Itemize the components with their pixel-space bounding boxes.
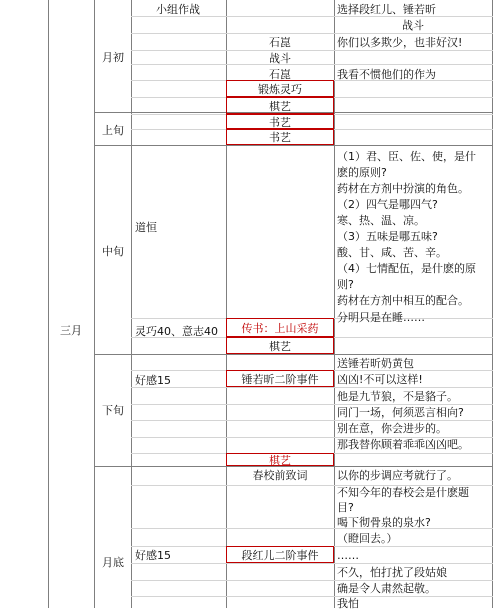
period-label: 上旬 xyxy=(102,124,124,137)
cell-text: 战斗 xyxy=(269,52,291,65)
cell-text: 目? xyxy=(337,501,354,514)
cell-text: （4）七情配伍，是什麽的原 xyxy=(337,262,476,275)
cell-text: 不知今年的春校会是什麽题 xyxy=(337,486,469,499)
cell-text: 分明只是在睡…… xyxy=(337,311,425,324)
cell-text: （瞪回去。） xyxy=(337,532,398,545)
grid-line xyxy=(492,0,493,608)
cell-text: 选择段红儿、锤若昕 xyxy=(337,3,436,16)
cell-text: 好感15 xyxy=(135,374,171,387)
period-label: 下旬 xyxy=(102,404,124,417)
grid-line xyxy=(94,0,95,608)
grid-line xyxy=(48,0,49,608)
cell-text: 他是九节狼，不是貉子。 xyxy=(337,390,458,403)
cell-text: 那我替你顾着乖乖凶凶吧。 xyxy=(337,438,469,451)
cell-text: 好感15 xyxy=(135,549,171,562)
cell-text: 麽的原则? xyxy=(337,166,387,179)
cell-text: 不久，怕打扰了段姑娘 xyxy=(337,566,447,579)
cell-text: 送锤若昕奶黄包 xyxy=(337,357,414,370)
cell-text: （2）四气是哪四气? xyxy=(337,198,438,211)
cell-text: 同门一场，何须恶言相向? xyxy=(337,406,464,419)
cell-text: 棋艺 xyxy=(269,340,291,353)
period-label: 中旬 xyxy=(102,245,124,258)
cell-text: 别在意，你会进步的。 xyxy=(337,422,447,435)
cell-text: 棋艺 xyxy=(269,100,291,113)
cell-text: 药材在方剂中扮演的角色。 xyxy=(337,182,469,195)
cell-text: 以你的步调应考就行了。 xyxy=(337,469,458,482)
grid-line xyxy=(131,0,132,608)
cell-text: 石崑 xyxy=(269,68,291,81)
cell-text: 书艺 xyxy=(269,116,291,129)
cell-text: 棋艺 xyxy=(269,454,291,467)
month-label: 三月 xyxy=(60,324,82,337)
cell-text: 灵巧40、意志40 xyxy=(135,325,218,338)
period-label: 月底 xyxy=(102,556,124,569)
cell-text: 锻炼灵巧 xyxy=(258,83,302,96)
cell-text: 石崑 xyxy=(269,36,291,49)
period-label: 月初 xyxy=(102,51,124,64)
cell-text: 锤若昕二阶事件 xyxy=(241,373,319,386)
cell-text: 书艺 xyxy=(269,131,291,144)
cell-text: 你们以多欺少，也非好汉! xyxy=(337,36,463,49)
cell-text: 我看不惯他们的作为 xyxy=(337,68,436,81)
cell-text: 凶凶!不可以这样! xyxy=(337,373,423,386)
cell-text: 小组作战 xyxy=(156,3,200,16)
cell-text: 传书：上山采药 xyxy=(241,322,319,335)
cell-text: 喝下彻骨泉的泉水? xyxy=(337,516,431,529)
cell-text: 寒、热、温、凉。 xyxy=(337,214,425,227)
cell-text: （3）五味是哪五味? xyxy=(337,230,438,243)
cell-text: （1）君、臣、佐、使，是什 xyxy=(337,150,476,163)
cell-text: 道恒 xyxy=(135,221,157,234)
cell-text: 春校前致词 xyxy=(252,469,308,482)
cell-text: …… xyxy=(337,549,359,562)
cell-text: 确是令人肃然起敬。 xyxy=(337,582,436,595)
cell-text: 我怕 xyxy=(337,597,359,610)
cell-text: 段红儿二阶事件 xyxy=(241,549,319,562)
grid-line xyxy=(334,0,335,608)
cell-text: 酸、甘、咸、苦、辛。 xyxy=(337,246,447,259)
cell-text: 药材在方剂中相互的配合。 xyxy=(337,294,469,307)
cell-text: 则? xyxy=(337,278,354,291)
cell-text: 战斗 xyxy=(402,19,424,32)
